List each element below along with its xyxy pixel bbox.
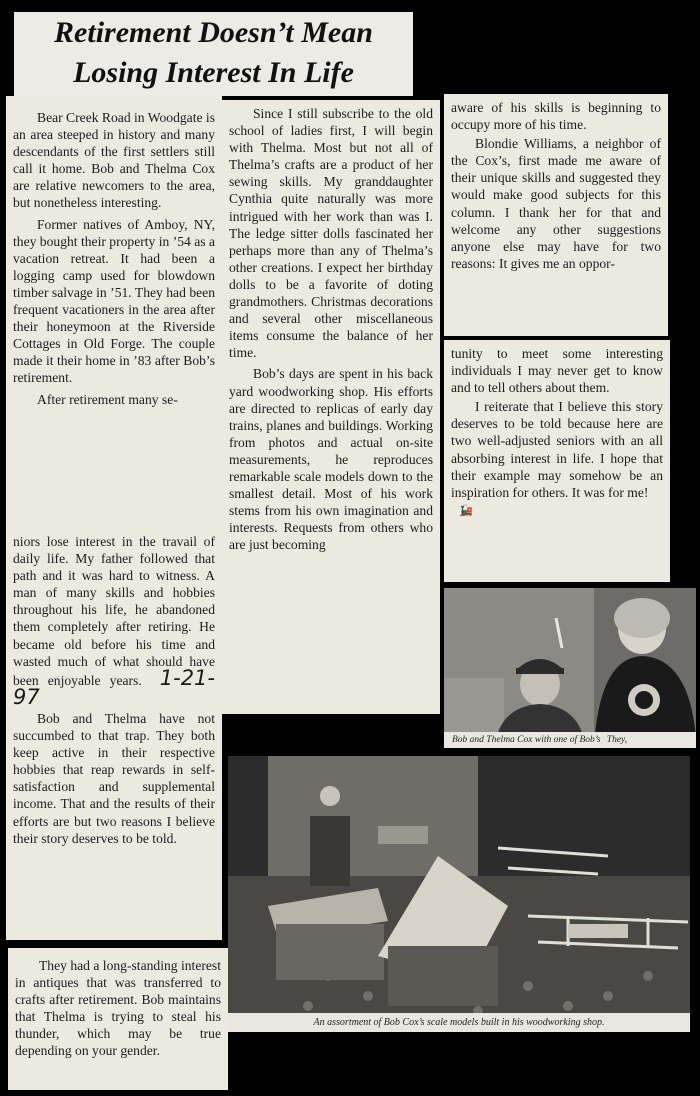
- article-column-1: [6, 96, 222, 528]
- paragraph: Blondie Williams, a neighbor of the Cox’s, first made me aware of their unique skills and suggested they would make good subjects for this column. I thank her for that and welcome any other suggestions anyone else may have for two reasons: It gives me an oppor-: [451, 136, 661, 271]
- caption-fragment: They,: [606, 735, 628, 745]
- paragraph: I reiterate that I believe this story deserves to be told because here are two well-adjusted seniors with an all absorbing interest in life. I hope that their example may somehow be an inspiration for others. It was for me!: [451, 399, 663, 500]
- headline-line-2: Losing Interest In Life: [73, 56, 354, 89]
- photo-models-image: [228, 756, 690, 1032]
- photo-caption: [444, 732, 696, 748]
- paragraph: [13, 533, 215, 708]
- article-column-2: [222, 100, 440, 714]
- headline-line-1: Retirement Doesn’t Mean: [54, 16, 373, 49]
- paragraph: Former natives of Amboy, NY, they bought their property in ’54 as a vacation retreat. It had been a logging camp used for blowdown timber salvage in ’51. They had been frequent vacationers in the area after their honeymoon at the Riverside Cottages in Old Forge. The couple made it their home in ’83 after Bob’s retirement.: [13, 216, 215, 386]
- article-column-1-continued: [6, 528, 222, 940]
- caption-text: Bob and Thelma Cox with one of Bob’s: [452, 735, 601, 745]
- paragraph: Bear Creek Road in Woodgate is an area steeped in history and many descendants of the first settlers still call it home. Bob and Thelma Cox are relative newcomers to the area, but nonetheless interesting.: [13, 110, 215, 211]
- paragraph: Bob and Thelma have not succumbed to that trap. They both keep active in their respective hobbies that reap rewards in self-satisfaction and supplemental income. That and the results of their efforts are but two reasons I believe their story deserves to be told.: [13, 710, 215, 846]
- paragraph: tunity to meet some interesting individuals I may never get to know and to tell others about them.: [451, 346, 663, 396]
- photo-bob-and-thelma: [444, 588, 696, 748]
- paragraph: Bob’s days are spent in his back yard woodworking shop. His efforts are directed to replicas of early day trains, planes and buildings. Working from photos and actual on-site measurements, he reproduces remarkable scale models down to the smallest detail. Most of his work stems from his own imagination and interests. Requests from others who are just becoming: [229, 366, 433, 553]
- paragraph: They had a long-standing interest in antiques that was transferred to crafts after retirement. Bob maintains that Thelma is trying to steal his thunder, which may be true depending on your gender.: [15, 958, 221, 1059]
- handwritten-date: 1-21-97: [13, 665, 215, 709]
- article-column-3-continued: [444, 340, 670, 582]
- photo-portrait-image: [444, 588, 696, 748]
- article-column-3: [444, 94, 668, 336]
- article-column-1-end: [8, 948, 228, 1090]
- headline-box: [14, 12, 413, 96]
- train-icon: 🚂: [459, 504, 473, 517]
- paragraph: Since I still subscribe to the old school of ladies first, I will begin with Thelma. Most but not all of Thelma’s crafts are a product of her sewing skills. My granddaughter Cynthia quite naturally was more intrigued with her work than was I. The ledge sitter dolls fascinated her perhaps more than any of Thelma’s other creations. I expect her birthday dolls to be a favorite of doting grandmothers. Christmas decorations and several other miscellaneous items consume the balance of her time.: [229, 106, 433, 361]
- photo-scale-models: [228, 756, 690, 1032]
- paragraph-text: niors lose interest in the travail of daily life. My father followed that path and it was hard to witness. A man of many skills and hobbies throughout his life, he abandoned them completely after retiring. He became old before his time and wasted much of what should have been enjoyable years.: [13, 534, 215, 688]
- photo-caption: An assortment of Bob Cox’s scale models built in his woodworking shop.: [228, 1013, 690, 1032]
- paragraph: aware of his skills is beginning to occupy more of his time.: [451, 100, 661, 133]
- paragraph: After retirement many se-: [37, 391, 178, 407]
